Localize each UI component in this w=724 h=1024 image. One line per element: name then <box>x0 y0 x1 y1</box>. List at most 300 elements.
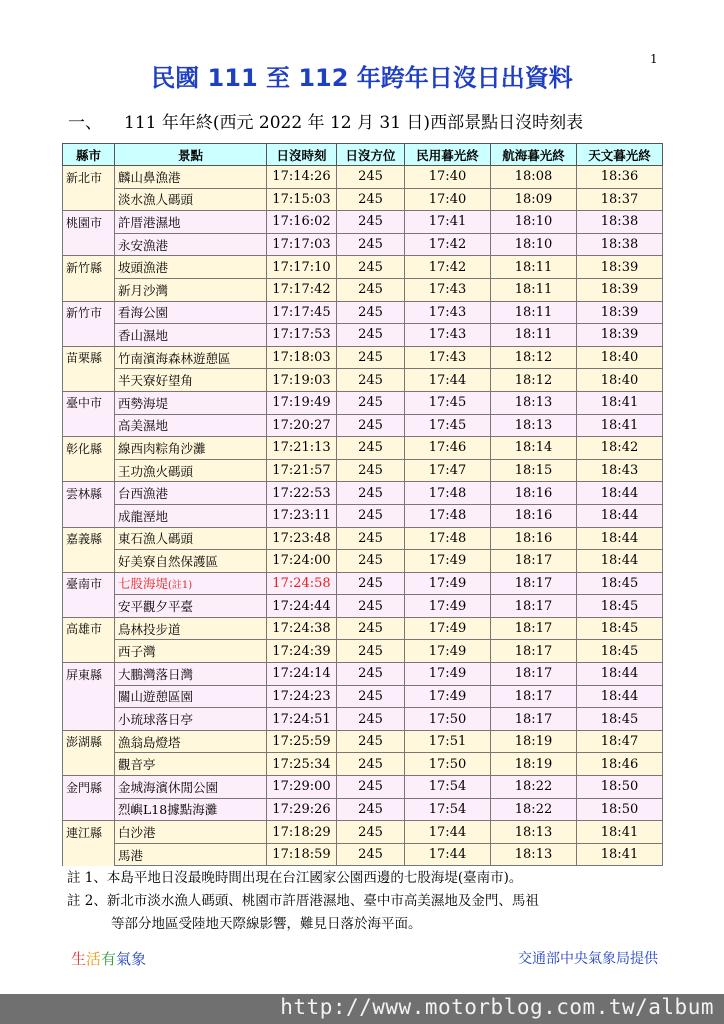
county-cell: 金門縣 <box>63 776 115 799</box>
spot-name: 線西肉粽角沙灘 <box>118 440 206 456</box>
col-astronomical-twilight: 天文暮光終 <box>577 144 663 166</box>
azimuth-cell: 245 <box>337 459 405 482</box>
astronomical-twilight-cell: 18:44 <box>577 685 663 708</box>
county-cell: 苗栗縣 <box>63 346 115 369</box>
azimuth-cell: 245 <box>337 437 405 460</box>
spot-name: 小琉球落日亭 <box>118 712 194 728</box>
nautical-twilight-cell: 18:17 <box>491 640 577 663</box>
spot-cell <box>115 233 267 256</box>
section-index: 一、 <box>68 113 102 133</box>
sunset-time-cell: 17:18:29 <box>267 821 337 844</box>
sunset-time-cell: 17:29:00 <box>267 776 337 799</box>
county-cell <box>63 708 115 731</box>
azimuth-cell: 245 <box>337 504 405 527</box>
nautical-twilight-cell: 18:16 <box>491 527 577 550</box>
spot-cell <box>115 730 267 753</box>
note-2-continued: 等部分地區受陸地天際線影響，難見日落於海平面。 <box>111 916 422 932</box>
table-row <box>63 256 663 279</box>
spot-name: 東石漁人碼頭 <box>118 531 194 547</box>
spot-cell <box>115 798 267 821</box>
azimuth-cell: 245 <box>337 708 405 731</box>
spot-cell <box>115 211 267 234</box>
spot-name: 白沙港 <box>118 825 156 841</box>
nautical-twilight-cell: 18:10 <box>491 233 577 256</box>
civil-twilight-cell: 17:49 <box>405 663 491 686</box>
civil-twilight-cell: 17:49 <box>405 685 491 708</box>
spot-cell <box>115 369 267 392</box>
astronomical-twilight-cell: 18:44 <box>577 482 663 505</box>
spot-name: 看海公園 <box>118 305 169 321</box>
col-spot: 景點 <box>115 144 267 166</box>
azimuth-cell: 245 <box>337 776 405 799</box>
county-cell: 桃園市 <box>63 211 115 234</box>
sunset-time-cell: 17:24:44 <box>267 595 337 618</box>
civil-twilight-cell: 17:40 <box>405 188 491 211</box>
table-body <box>63 166 663 866</box>
nautical-twilight-cell: 18:17 <box>491 595 577 618</box>
civil-twilight-cell: 17:54 <box>405 776 491 799</box>
azimuth-cell: 245 <box>337 663 405 686</box>
azimuth-cell: 245 <box>337 843 405 866</box>
civil-twilight-cell: 17:49 <box>405 572 491 595</box>
watermark-url: http://www.motorblog.com.tw/album <box>280 995 714 1019</box>
azimuth-cell: 245 <box>337 821 405 844</box>
nautical-twilight-cell: 18:22 <box>491 776 577 799</box>
table-row <box>63 166 663 189</box>
astronomical-twilight-cell: 18:41 <box>577 821 663 844</box>
sunset-time-cell: 17:22:53 <box>267 482 337 505</box>
civil-twilight-cell: 17:48 <box>405 482 491 505</box>
astronomical-twilight-cell: 18:41 <box>577 391 663 414</box>
spot-cell <box>115 504 267 527</box>
astronomical-twilight-cell: 18:40 <box>577 346 663 369</box>
table-row <box>63 640 663 663</box>
section-heading <box>68 108 583 133</box>
col-civil-twilight: 民用暮光終 <box>405 144 491 166</box>
sunset-time-cell: 17:17:03 <box>267 233 337 256</box>
nautical-twilight-cell: 18:17 <box>491 572 577 595</box>
table-row <box>63 346 663 369</box>
spot-footnote-ref: (註1) <box>168 580 193 592</box>
spot-name: 半天寮好望角 <box>118 373 194 389</box>
civil-twilight-cell: 17:44 <box>405 369 491 392</box>
astronomical-twilight-cell: 18:39 <box>577 324 663 347</box>
spot-cell <box>115 595 267 618</box>
sunset-time-cell: 17:25:59 <box>267 730 337 753</box>
county-cell: 臺中市 <box>63 391 115 414</box>
astronomical-twilight-cell: 18:44 <box>577 527 663 550</box>
county-cell <box>63 459 115 482</box>
table-row <box>63 324 663 347</box>
sunset-time-cell: 17:18:59 <box>267 843 337 866</box>
spot-cell <box>115 617 267 640</box>
nautical-twilight-cell: 18:09 <box>491 188 577 211</box>
logo-char: 有 <box>101 950 117 968</box>
nautical-twilight-cell: 18:16 <box>491 482 577 505</box>
nautical-twilight-cell: 18:19 <box>491 753 577 776</box>
table-row <box>63 550 663 573</box>
civil-twilight-cell: 17:44 <box>405 843 491 866</box>
weather-logo <box>71 948 146 969</box>
astronomical-twilight-cell: 18:36 <box>577 166 663 189</box>
civil-twilight-cell: 17:51 <box>405 730 491 753</box>
table-header-row <box>63 144 663 166</box>
logo-char: 生 <box>71 950 87 968</box>
sunset-time-cell: 17:19:49 <box>267 391 337 414</box>
azimuth-cell: 245 <box>337 798 405 821</box>
azimuth-cell: 245 <box>337 391 405 414</box>
spot-cell <box>115 685 267 708</box>
page-title: 民國 111 至 112 年跨年日沒日出資料 <box>151 64 573 92</box>
sunset-time-cell: 17:21:13 <box>267 437 337 460</box>
civil-twilight-cell: 17:43 <box>405 278 491 301</box>
spot-name: 新月沙灣 <box>118 282 169 298</box>
spot-cell <box>115 166 267 189</box>
nautical-twilight-cell: 18:13 <box>491 391 577 414</box>
spot-cell <box>115 572 267 595</box>
astronomical-twilight-cell: 18:45 <box>577 617 663 640</box>
sunset-time-cell: 17:24:58 <box>267 572 337 595</box>
spot-name: 安平觀夕平臺 <box>118 599 194 615</box>
county-cell: 新北市 <box>63 166 115 189</box>
azimuth-cell: 245 <box>337 278 405 301</box>
nautical-twilight-cell: 18:12 <box>491 346 577 369</box>
nautical-twilight-cell: 18:11 <box>491 278 577 301</box>
spot-name: 坡頭漁港 <box>118 260 169 276</box>
logo-char: 象 <box>131 950 147 968</box>
county-cell <box>63 369 115 392</box>
spot-name: 馬港 <box>118 847 144 863</box>
civil-twilight-cell: 17:41 <box>405 211 491 234</box>
col-sunset-time: 日沒時刻 <box>267 144 337 166</box>
col-county: 縣市 <box>63 144 115 166</box>
table-row <box>63 278 663 301</box>
spot-name: 許厝港濕地 <box>118 214 181 230</box>
azimuth-cell: 245 <box>337 595 405 618</box>
notes <box>67 867 539 936</box>
azimuth-cell: 245 <box>337 730 405 753</box>
civil-twilight-cell: 17:40 <box>405 166 491 189</box>
nautical-twilight-cell: 18:17 <box>491 663 577 686</box>
county-cell <box>63 188 115 211</box>
nautical-twilight-cell: 18:17 <box>491 550 577 573</box>
spot-cell <box>115 843 267 866</box>
col-nautical-twilight: 航海暮光終 <box>491 144 577 166</box>
azimuth-cell: 245 <box>337 685 405 708</box>
sunset-time-cell: 17:24:39 <box>267 640 337 663</box>
astronomical-twilight-cell: 18:46 <box>577 753 663 776</box>
azimuth-cell: 245 <box>337 324 405 347</box>
county-cell: 高雄市 <box>63 617 115 640</box>
table-row <box>63 504 663 527</box>
astronomical-twilight-cell: 18:50 <box>577 798 663 821</box>
table-row <box>63 821 663 844</box>
civil-twilight-cell: 17:50 <box>405 753 491 776</box>
astronomical-twilight-cell: 18:39 <box>577 278 663 301</box>
spot-name: 高美濕地 <box>118 418 169 434</box>
civil-twilight-cell: 17:47 <box>405 459 491 482</box>
civil-twilight-cell: 17:46 <box>405 437 491 460</box>
spot-name: 烈嶼L18據點海灘 <box>118 802 218 818</box>
note-1: 註 1、本島平地日沒最晚時間出現在台江國家公園西邊的七股海堤(臺南市)。 <box>67 870 523 886</box>
spot-name: 台西漁港 <box>118 486 169 502</box>
sunset-time-cell: 17:16:02 <box>267 211 337 234</box>
azimuth-cell: 245 <box>337 753 405 776</box>
nautical-twilight-cell: 18:10 <box>491 211 577 234</box>
spot-cell <box>115 640 267 663</box>
spot-name: 麟山鼻漁港 <box>118 169 181 185</box>
nautical-twilight-cell: 18:14 <box>491 437 577 460</box>
spot-name: 觀音亭 <box>118 757 156 773</box>
table-row <box>63 369 663 392</box>
table-row <box>63 776 663 799</box>
table-row <box>63 188 663 211</box>
spot-cell <box>115 459 267 482</box>
nautical-twilight-cell: 18:12 <box>491 369 577 392</box>
civil-twilight-cell: 17:44 <box>405 821 491 844</box>
azimuth-cell: 245 <box>337 188 405 211</box>
astronomical-twilight-cell: 18:47 <box>577 730 663 753</box>
sunset-time-cell: 17:24:38 <box>267 617 337 640</box>
civil-twilight-cell: 17:43 <box>405 346 491 369</box>
credit-text: 交通部中央氣象局提供 <box>518 951 658 967</box>
sunset-time-cell: 17:25:34 <box>267 753 337 776</box>
table-row <box>63 798 663 821</box>
county-cell: 澎湖縣 <box>63 730 115 753</box>
note-2: 註 2、新北市淡水漁人碼頭、桃園市許厝港濕地、臺中市高美濕地及金門、馬祖 <box>67 893 539 909</box>
table-row <box>63 685 663 708</box>
spot-cell <box>115 821 267 844</box>
spot-name: 竹南濱海森林遊憩區 <box>118 350 231 366</box>
sunset-time-cell: 17:20:27 <box>267 414 337 437</box>
nautical-twilight-cell: 18:22 <box>491 798 577 821</box>
sunset-table <box>62 143 663 866</box>
table-row <box>63 414 663 437</box>
table-row <box>63 301 663 324</box>
spot-name: 七股海堤 <box>118 576 169 592</box>
sunset-time-cell: 17:18:03 <box>267 346 337 369</box>
table-row <box>63 708 663 731</box>
table-row <box>63 437 663 460</box>
county-cell <box>63 414 115 437</box>
spot-name: 香山濕地 <box>118 327 169 343</box>
astronomical-twilight-cell: 18:40 <box>577 369 663 392</box>
astronomical-twilight-cell: 18:41 <box>577 414 663 437</box>
nautical-twilight-cell: 18:15 <box>491 459 577 482</box>
spot-cell <box>115 346 267 369</box>
azimuth-cell: 245 <box>337 256 405 279</box>
spot-cell <box>115 482 267 505</box>
azimuth-cell: 245 <box>337 482 405 505</box>
nautical-twilight-cell: 18:11 <box>491 324 577 347</box>
spot-cell <box>115 391 267 414</box>
spot-cell <box>115 278 267 301</box>
table-row <box>63 617 663 640</box>
county-cell <box>63 595 115 618</box>
county-cell <box>63 233 115 256</box>
spot-cell <box>115 256 267 279</box>
spot-cell <box>115 708 267 731</box>
table-row <box>63 482 663 505</box>
azimuth-cell: 245 <box>337 301 405 324</box>
county-cell <box>63 753 115 776</box>
civil-twilight-cell: 17:48 <box>405 527 491 550</box>
table-row <box>63 391 663 414</box>
table-row <box>63 459 663 482</box>
spot-cell <box>115 663 267 686</box>
spot-name: 金城海濱休閒公園 <box>118 779 219 795</box>
county-cell <box>63 324 115 347</box>
civil-twilight-cell: 17:49 <box>405 617 491 640</box>
table-row <box>63 572 663 595</box>
spot-cell <box>115 188 267 211</box>
spot-cell <box>115 437 267 460</box>
astronomical-twilight-cell: 18:39 <box>577 256 663 279</box>
azimuth-cell: 245 <box>337 414 405 437</box>
sunset-time-cell: 17:21:57 <box>267 459 337 482</box>
azimuth-cell: 245 <box>337 640 405 663</box>
county-cell <box>63 640 115 663</box>
azimuth-cell: 245 <box>337 233 405 256</box>
astronomical-twilight-cell: 18:37 <box>577 188 663 211</box>
logo-char: 活 <box>86 950 102 968</box>
sunset-time-cell: 17:24:00 <box>267 550 337 573</box>
spot-name: 大鵬灣落日灣 <box>118 666 194 682</box>
sunset-time-cell: 17:17:10 <box>267 256 337 279</box>
civil-twilight-cell: 17:43 <box>405 324 491 347</box>
civil-twilight-cell: 17:54 <box>405 798 491 821</box>
table-row <box>63 527 663 550</box>
astronomical-twilight-cell: 18:38 <box>577 211 663 234</box>
astronomical-twilight-cell: 18:45 <box>577 595 663 618</box>
civil-twilight-cell: 17:43 <box>405 301 491 324</box>
astronomical-twilight-cell: 18:43 <box>577 459 663 482</box>
table-row <box>63 233 663 256</box>
county-cell: 臺南市 <box>63 572 115 595</box>
section-heading-text: 111 年年終(西元 2022 年 12 月 31 日)西部景點日沒時刻表 <box>124 113 584 133</box>
astronomical-twilight-cell: 18:45 <box>577 708 663 731</box>
azimuth-cell: 245 <box>337 572 405 595</box>
astronomical-twilight-cell: 18:44 <box>577 550 663 573</box>
civil-twilight-cell: 17:42 <box>405 256 491 279</box>
table-row <box>63 211 663 234</box>
nautical-twilight-cell: 18:17 <box>491 617 577 640</box>
astronomical-twilight-cell: 18:42 <box>577 437 663 460</box>
astronomical-twilight-cell: 18:45 <box>577 572 663 595</box>
table-row <box>63 663 663 686</box>
civil-twilight-cell: 17:48 <box>405 504 491 527</box>
spot-name: 漁翁島燈塔 <box>118 734 181 750</box>
spot-name: 關山遊憩區園 <box>118 689 194 705</box>
spot-cell <box>115 414 267 437</box>
sunset-time-cell: 17:24:14 <box>267 663 337 686</box>
col-sunset-azimuth: 日沒方位 <box>337 144 405 166</box>
spot-cell <box>115 301 267 324</box>
azimuth-cell: 245 <box>337 166 405 189</box>
table-row <box>63 753 663 776</box>
civil-twilight-cell: 17:42 <box>405 233 491 256</box>
sunset-time-cell: 17:14:26 <box>267 166 337 189</box>
astronomical-twilight-cell: 18:39 <box>577 301 663 324</box>
county-cell: 連江縣 <box>63 821 115 844</box>
county-cell: 新竹市 <box>63 301 115 324</box>
nautical-twilight-cell: 18:19 <box>491 730 577 753</box>
spot-name: 成龍溼地 <box>118 508 169 524</box>
sunset-time-cell: 17:29:26 <box>267 798 337 821</box>
azimuth-cell: 245 <box>337 617 405 640</box>
azimuth-cell: 245 <box>337 346 405 369</box>
sunset-time-cell: 17:23:11 <box>267 504 337 527</box>
sunset-time-cell: 17:19:03 <box>267 369 337 392</box>
civil-twilight-cell: 17:50 <box>405 708 491 731</box>
civil-twilight-cell: 17:45 <box>405 414 491 437</box>
spot-cell <box>115 753 267 776</box>
spot-name: 西子灣 <box>118 644 156 660</box>
spot-name: 淡水漁人碼頭 <box>118 192 194 208</box>
nautical-twilight-cell: 18:11 <box>491 256 577 279</box>
county-cell <box>63 685 115 708</box>
civil-twilight-cell: 17:49 <box>405 595 491 618</box>
table-row <box>63 595 663 618</box>
astronomical-twilight-cell: 18:50 <box>577 776 663 799</box>
spot-name: 好美寮自然保護區 <box>118 553 219 569</box>
spot-cell <box>115 324 267 347</box>
azimuth-cell: 245 <box>337 369 405 392</box>
astronomical-twilight-cell: 18:44 <box>577 504 663 527</box>
azimuth-cell: 245 <box>337 550 405 573</box>
spot-name: 鳥林投步道 <box>118 621 181 637</box>
astronomical-twilight-cell: 18:38 <box>577 233 663 256</box>
nautical-twilight-cell: 18:08 <box>491 166 577 189</box>
county-cell: 新竹縣 <box>63 256 115 279</box>
civil-twilight-cell: 17:45 <box>405 391 491 414</box>
nautical-twilight-cell: 18:17 <box>491 685 577 708</box>
nautical-twilight-cell: 18:17 <box>491 708 577 731</box>
county-cell: 嘉義縣 <box>63 527 115 550</box>
sunset-time-cell: 17:15:03 <box>267 188 337 211</box>
spot-name: 王功漁火碼頭 <box>118 463 194 479</box>
sunset-time-cell: 17:17:53 <box>267 324 337 347</box>
table-row <box>63 730 663 753</box>
spot-cell <box>115 550 267 573</box>
spot-name: 永安漁港 <box>118 237 169 253</box>
azimuth-cell: 245 <box>337 527 405 550</box>
astronomical-twilight-cell: 18:45 <box>577 640 663 663</box>
nautical-twilight-cell: 18:13 <box>491 843 577 866</box>
county-cell <box>63 504 115 527</box>
county-cell: 彰化縣 <box>63 437 115 460</box>
nautical-twilight-cell: 18:13 <box>491 414 577 437</box>
nautical-twilight-cell: 18:11 <box>491 301 577 324</box>
azimuth-cell: 245 <box>337 211 405 234</box>
county-cell <box>63 278 115 301</box>
table-row <box>63 843 663 866</box>
spot-cell <box>115 527 267 550</box>
spot-cell <box>115 776 267 799</box>
sunset-time-cell: 17:17:45 <box>267 301 337 324</box>
astronomical-twilight-cell: 18:44 <box>577 663 663 686</box>
watermark-bar <box>0 994 724 1024</box>
page-number: 1 <box>650 52 658 66</box>
spot-name: 西勢海堤 <box>118 395 169 411</box>
county-cell <box>63 550 115 573</box>
civil-twilight-cell: 17:49 <box>405 550 491 573</box>
civil-twilight-cell: 17:49 <box>405 640 491 663</box>
county-cell <box>63 798 115 821</box>
sunset-time-cell: 17:24:51 <box>267 708 337 731</box>
astronomical-twilight-cell: 18:41 <box>577 843 663 866</box>
sunset-time-cell: 17:24:23 <box>267 685 337 708</box>
